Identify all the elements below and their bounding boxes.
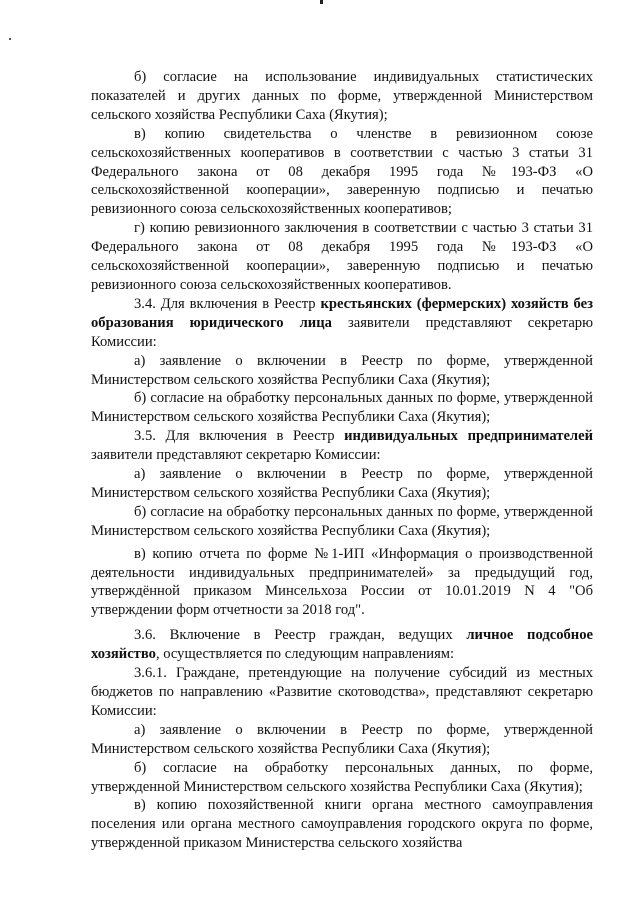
paragraph-3-5-a: а) заявление о включении в Реестр по форме, утвержденной Министерством сельского хозяйства Республики Саха (Якутия); (91, 466, 593, 501)
section-3-4-bold: крестьянских (фермерских) хозяйств без образования юридического лица (91, 295, 593, 331)
section-3-5-tail: заявители представляют секретарю Комиссии: (91, 447, 381, 464)
top-mark (320, 0, 323, 4)
paragraph-v-revision-union-certificate: в) копию свидетельства о членстве в ревизионном союзе сельскохозяйственных кооперативов в соответствии с частью 3 статьи 31 Федерального закона от 08 декабря 1995 года №193-ФЗ «О сельскохозяйственной кооперации», заверенную подписью и печатью ревизионного союза сельскохозяйственных кооперативов; (91, 125, 593, 218)
paragraph-3-6-1: 3.6.1. Граждане, претендующие на получение субсидий из местных бюджетов по направлению «Развитие скотоводства», представляют секретарю Комиссии: (91, 665, 593, 719)
section-3-4-tail: заявители представляют секретарю Комиссии: (91, 314, 593, 350)
paragraph-3-4-a: а) заявление о включении в Реестр по форме, утвержденной Министерством сельского хозяйства Республики Саха (Якутия); (91, 352, 593, 388)
document-body (91, 68, 593, 853)
section-3-6-bold: личное подсобное хозяйство (91, 627, 593, 663)
section-3-5-bold: индивидуальных предпринимателей (344, 428, 593, 445)
paragraph-3-5-v: в) копию отчета по форме №1-ИП «Информация о производственной деятельности индивидуальных предпринимателей» за предыдущий год, утверждённой приказом Минсельхоза России от 10.01.2019 N 4 "Об утверждении форм отчетности за 2018 год". (91, 545, 593, 619)
section-3-4-lead: 3.4. Для включения в Реестр (134, 295, 321, 312)
paragraph-3-5-b: б) согласие на обработку персональных данных по форме, утвержденной Министерством сельского хозяйства Республики Саха (Якутия); (91, 503, 593, 539)
section-3-6-tail: , осуществляется по следующим направлениям: (155, 646, 455, 663)
paragraph-3-6-1-v: в) копию похозяйственной книги органа местного самоуправления поселения или органа местного самоуправления городского округа по форме, утвержденной приказом Министерства сельского хозяйства (91, 797, 593, 852)
margin-dot (9, 38, 11, 40)
paragraph-3-6-1-b: б) согласие на обработку персональных данных, по форме, утвержденной Министерством сельского хозяйства Республики Саха (Якутия); (91, 759, 593, 795)
paragraph-b-statistics-consent: б) согласие на использование индивидуальных статистических показателей и других данных по форме, утвержденной Министерством сельского хозяйства Республики Саха (Якутия); (91, 69, 593, 123)
section-3-4 (91, 295, 593, 352)
paragraph-3-6-1-a: а) заявление о включении в Реестр по форме, утвержденной Министерством сельского хозяйства Республики Саха (Якутия); (91, 721, 593, 757)
section-3-6-lead: 3.6. Включение в Реестр граждан, ведущих (134, 627, 467, 644)
section-3-6 (91, 626, 593, 664)
paragraph-g-revision-conclusion: г) копию ревизионного заключения в соответствии с частью 3 статьи 31 Федерального закона от 08 декабря 1995 года №193-ФЗ «О сельскохозяйственной кооперации», заверенную подписью и печатью ревизионного союза сельскохозяйственных кооперативов. (91, 220, 593, 293)
section-3-5-lead: 3.5. Для включения в Реестр (134, 428, 345, 445)
paragraph-3-4-b: б) согласие на обработку персональных данных по форме, утвержденной Министерством сельского хозяйства Республики Саха (Якутия); (91, 390, 593, 426)
section-3-5 (91, 427, 593, 465)
